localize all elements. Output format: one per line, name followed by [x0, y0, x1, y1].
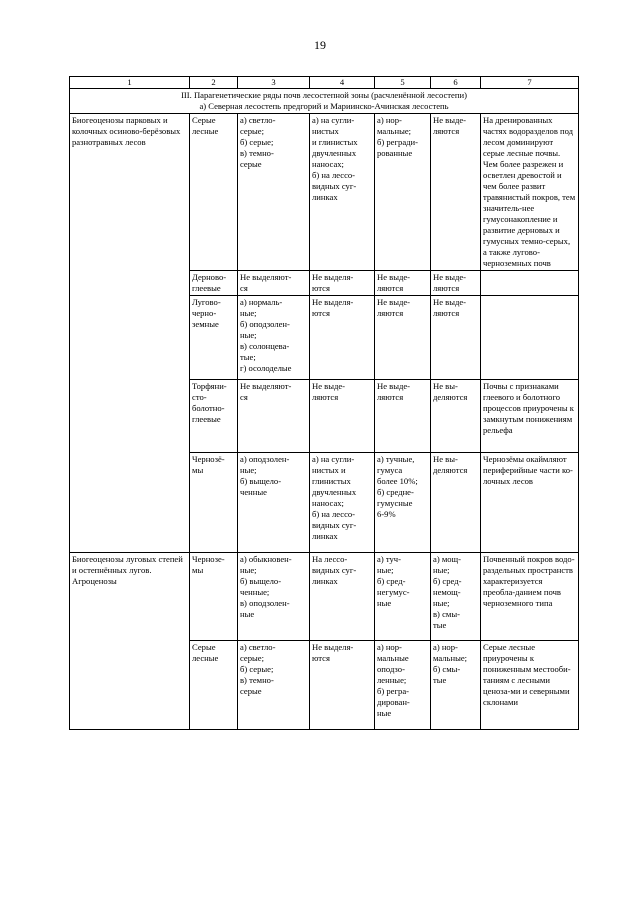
column-number: 1 [70, 77, 190, 89]
soil-type-cell: Серые лесные [190, 641, 238, 730]
parent-rock-cell: На лессо- видных суг- линках [310, 553, 375, 641]
soil-kind-cell: а) туч- ные; б) сред- негумус- ные [375, 553, 431, 641]
notes-cell: На дренированных частях водоразделов под лесом доминируют серые лесные почвы. Чем более разрежен и осветлен древостой и чем более развит травянистый покров, тем значитель-нее гумусонакопление и развитие дерновых и гумусных темно-серых, а также лугово-черноземных почв [481, 114, 579, 271]
parent-rock-cell: Не выделя- ются [310, 296, 375, 380]
column-number: 6 [431, 77, 481, 89]
soil-subtype-cell: а) светло- серые; б) серые; в) темно- серые [238, 114, 310, 271]
soil-kind-cell: а) нор- мальные оподзо- ленные; б) регра- дирован- ные [375, 641, 431, 730]
parent-rock-cell: Не выде- ляются [310, 380, 375, 453]
table-row [70, 114, 579, 271]
notes-cell [481, 271, 579, 296]
soil-type-cell: Серые лесные [190, 114, 238, 271]
soil-variety-cell: Не выде- ляются [431, 296, 481, 380]
biogeocenosis-group-label: Биогеоценозы парковых и колочных осиново-берёзовых разнотравных лесов [70, 114, 190, 553]
soil-subtype-cell: Не выделяют- ся [238, 271, 310, 296]
section-subtitle: а) Северная лесостепь предгорий и Мариинско-Ачинская лесостепь [199, 101, 449, 111]
section-title: III. Парагенетические ряды почв лесостепной зоны (расчленённой лесостепи) [181, 90, 467, 100]
soil-type-cell: Дерново- глеевые [190, 271, 238, 296]
column-number-row [70, 77, 579, 89]
soil-subtype-cell: а) оподзолен- ные; б) выщело- ченные [238, 453, 310, 553]
parent-rock-cell: а) на сугли- нистых и глинистых двучленных наносах; б) на лессо- видных суг- линках [310, 114, 375, 271]
soil-kind-cell: а) тучные, гумуса более 10%; б) средне- гумусные 6-9% [375, 453, 431, 553]
soil-variety-cell: а) мощ- ные; б) сред- немощ- ные; в) смы- тые [431, 553, 481, 641]
soil-kind-cell: а) нор- мальные; б) регради- рованные [375, 114, 431, 271]
column-number: 3 [238, 77, 310, 89]
soil-kind-cell: Не выде- ляются [375, 271, 431, 296]
notes-cell: Почвенный покров водо-раздельных пространств характеризуется преобла-данием почв черноземного типа [481, 553, 579, 641]
soil-type-cell: Лугово- черно- земные [190, 296, 238, 380]
soil-variety-cell: Не выде- ляются [431, 271, 481, 296]
page-number: 19 [314, 38, 326, 52]
column-number: 2 [190, 77, 238, 89]
notes-cell [481, 296, 579, 380]
notes-cell: Чернозёмы окаймляют периферийные части ко-лочных лесов [481, 453, 579, 553]
soil-variety-cell: а) нор- мальные; б) смы- тые [431, 641, 481, 730]
parent-rock-cell: а) на сугли- нистых и глинистых двучленных наносах; б) на лессо- видных суг- линках [310, 453, 375, 553]
soil-type-cell: Торфяни- сто- болотно- глеевые [190, 380, 238, 453]
soil-type-cell: Чернозе- мы [190, 553, 238, 641]
column-number: 7 [481, 77, 579, 89]
table-row [70, 553, 579, 641]
parent-rock-cell: Не выделя- ются [310, 641, 375, 730]
soil-kind-cell: Не выде- ляются [375, 380, 431, 453]
soil-subtype-cell: Не выделяют- ся [238, 380, 310, 453]
notes-cell: Почвы с признаками глеевого и болотного процессов приурочены к замкнутым понижениям рельефа [481, 380, 579, 453]
column-number: 4 [310, 77, 375, 89]
soil-variety-cell: Не выде- ляются [431, 114, 481, 271]
notes-cell: Серые лесные приурочены к пониженным местооби-таниям с лесными ценоза-ми и северными склонами [481, 641, 579, 730]
column-number: 5 [375, 77, 431, 89]
biogeocenosis-group-label: Биогеоценозы луговых степей и остепнённых лугов. Агроценозы [70, 553, 190, 730]
soil-series-table [69, 76, 579, 730]
soil-variety-cell: Не вы- деляются [431, 380, 481, 453]
parent-rock-cell: Не выделя- ются [310, 271, 375, 296]
soil-subtype-cell: а) нормаль- ные; б) оподзолен- ные; в) солонцева- тые; г) осолоделые [238, 296, 310, 380]
soil-subtype-cell: а) обыкновен- ные; б) выщело- ченные; в) оподзолен- ные [238, 553, 310, 641]
soil-variety-cell: Не вы- деляются [431, 453, 481, 553]
soil-kind-cell: Не выде- ляются [375, 296, 431, 380]
soil-subtype-cell: а) светло- серые; б) серые; в) темно- серые [238, 641, 310, 730]
section-title-cell [70, 89, 579, 114]
section-title-row [70, 89, 579, 114]
soil-type-cell: Чернозё- мы [190, 453, 238, 553]
